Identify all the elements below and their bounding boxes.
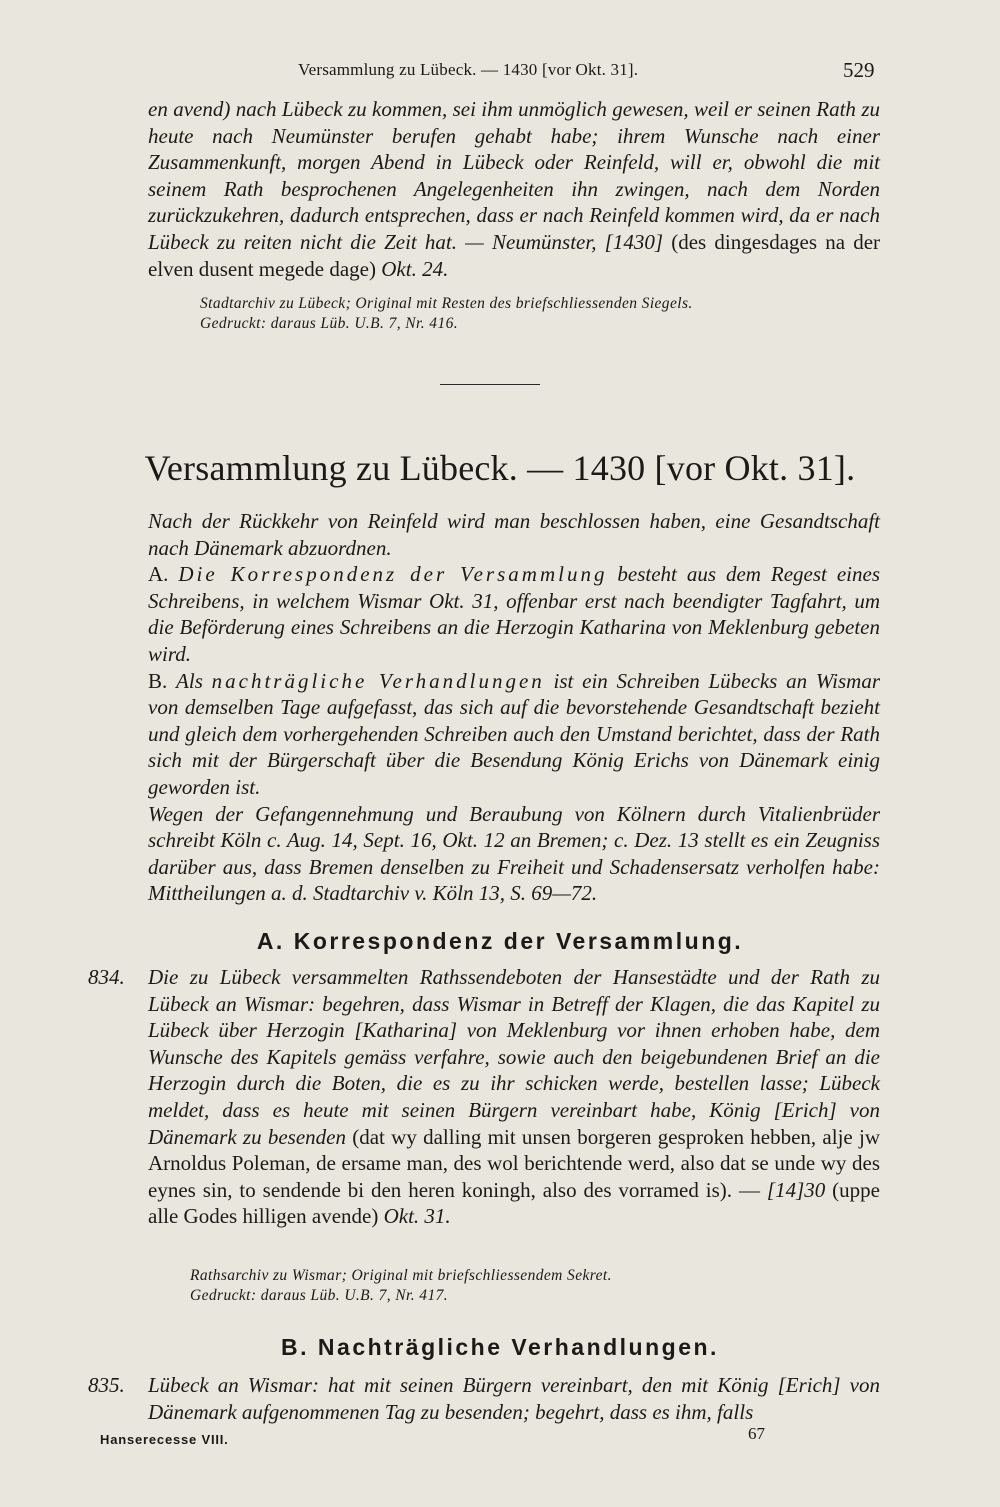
page-number: 529: [843, 58, 875, 82]
main-title: Versammlung zu Lübeck. — 1430 [vor Okt. 31].: [144, 448, 856, 488]
entry-834-quote: (dat wy dalling mit unsen borgeren gesproken hebben, alje jw Arnoldus Poleman, de ersame man, des wol berichtende werd, also dat se unde wy des eynes sin, to sendende bi den heren koningh, also des vorramed is). —: [148, 1124, 880, 1202]
regest-text: en avend) nach Lübeck zu kommen, sei ihm unmöglich gewesen, weil er seinen Rath zu heute nach Neumünster berufen gehabt habe; ihrem Wunsche nach einer Zusammenkunft, morgen Abend in Lübeck oder Reinfeld, will er, obwohl die mit seinem Rath besprochenen Angelegenheiten ihn zwingen, nach dem Norden zurückzukehren, dadurch entsprechen, dass er nach Reinfeld kommen wird, da er nach Lübeck zu reiten nicht die Zeit hat. — Neumünster,: [148, 97, 880, 254]
entry-number-834: 834.: [88, 965, 125, 989]
intro-paragraph-a: [148, 561, 880, 667]
entry-834: [88, 964, 880, 1230]
intro-paragraph-b: [148, 668, 880, 801]
introduction: [148, 508, 880, 907]
section-b-heading: B. Nachträgliche Verhandlungen.: [281, 1334, 719, 1360]
running-title: Versammlung zu Lübeck. — 1430 [vor Okt. 31].: [298, 60, 639, 79]
source-note-416: [200, 294, 840, 334]
intro-a-text: besteht aus dem Regest eines Schreibens, in welchem Wismar Okt. 31, offenbar erst nach beendigter Tagfahrt, um die Beförderung eines Schreibens an die Herzogin Katharina von Meklenburg gebeten wird.: [148, 562, 880, 666]
footer-volume: Hanserecesse VIII.: [100, 1432, 229, 1447]
intro-a-spaced: Die Korrespondenz der Versammlung: [178, 562, 608, 587]
source-archive: Stadtarchiv zu Lübeck; Original mit Resten des briefschliessenden Siegels.: [200, 295, 693, 312]
footer-signature: 67: [748, 1424, 765, 1443]
source-note-417: [190, 1266, 830, 1306]
intro-b-text: ist ein Schreiben Lübecks an Wismar von demselben Tage aufgefasst, das sich auf die bevorstehende Gesandtschaft bezieht und gleich dem vorhergehenden Schreiben auch den Umstand berichtet, dass der Rath sich mit der Bürgerschaft über die Besendung König Erichs von Dänemark einig geworden ist.: [148, 668, 880, 799]
source-print: Gedruckt: daraus Lüb. U.B. 7, Nr. 416.: [200, 315, 459, 332]
intro-b-pre: Als: [176, 668, 212, 693]
entry-number-835: 835.: [88, 1373, 125, 1397]
intro-paragraph-1: Nach der Rückkehr von Reinfeld wird man beschlossen haben, eine Gesandtschaft nach Dänemark abzuordnen.: [148, 509, 880, 560]
intro-a-label: A.: [148, 562, 169, 587]
entry-834-regest: Die zu Lübeck versammelten Rathssendeboten der Hansestädte und der Rath zu Lübeck an Wismar: begehren, dass Wismar in Betreff der Klagen, die das Kapitel zu Lübeck über Herzogin [Katharina] von Meklenburg vor ihnen erhoben habe, dem Wunsche des Kapitels gemäss verfahre, sowie auch den beigebundenen Brief an die Herzogin durch die Boten, die es zu ihr schicken werde, bestellen lasse; Lübeck meldet, dass es heute mit seinen Bürgern vereinbart habe, König [Erich] von Dänemark zu besenden: [148, 965, 880, 1149]
entry-834-year: [14]30: [766, 1177, 826, 1202]
entry-835: [88, 1372, 880, 1425]
entry-834-date: Okt. 31.: [383, 1204, 451, 1229]
section-a-heading: A. Korrespondenz der Versammlung.: [256, 928, 744, 954]
regest-date: Okt. 24.: [381, 256, 449, 281]
source-archive-834: Rathsarchiv zu Wismar; Original mit briefschliessendem Sekret.: [190, 1267, 612, 1284]
entry-835-regest: Lübeck an Wismar: hat mit seinen Bürgern vereinbart, den mit König [Erich] von Dänemark aufgenommenen Tag zu besenden; begehrt, dass es ihm, falls: [148, 1373, 880, 1424]
intro-paragraph-koeln: Wegen der Gefangennehmung und Beraubung von Kölnern durch Vitalienbrüder schreibt Köln c. Aug. 14, Sept. 16, Okt. 12 an Bremen; c. Dez. 13 stellt es ein Zeugniss darüber aus, dass Bremen denselben zu Freiheit und Schadensersatz verholfen habe: Mittheilungen a. d. Stadtarchiv v. Köln 13, S. 69—72.: [148, 801, 880, 906]
entry-834-date-text: (uppe alle Godes hilligen avende): [148, 1177, 880, 1229]
intro-b-spaced: nachträgliche Verhandlungen: [211, 668, 545, 693]
regest-date-text: (des dingesdages na der elven dusent megede dage): [148, 229, 881, 281]
regest-year: [1430]: [604, 229, 664, 254]
continued-regest: [148, 96, 880, 282]
divider-rule: [440, 384, 540, 385]
source-print-834: Gedruckt: daraus Lüb. U.B. 7, Nr. 417.: [190, 1287, 449, 1304]
intro-b-label: B.: [148, 668, 168, 693]
